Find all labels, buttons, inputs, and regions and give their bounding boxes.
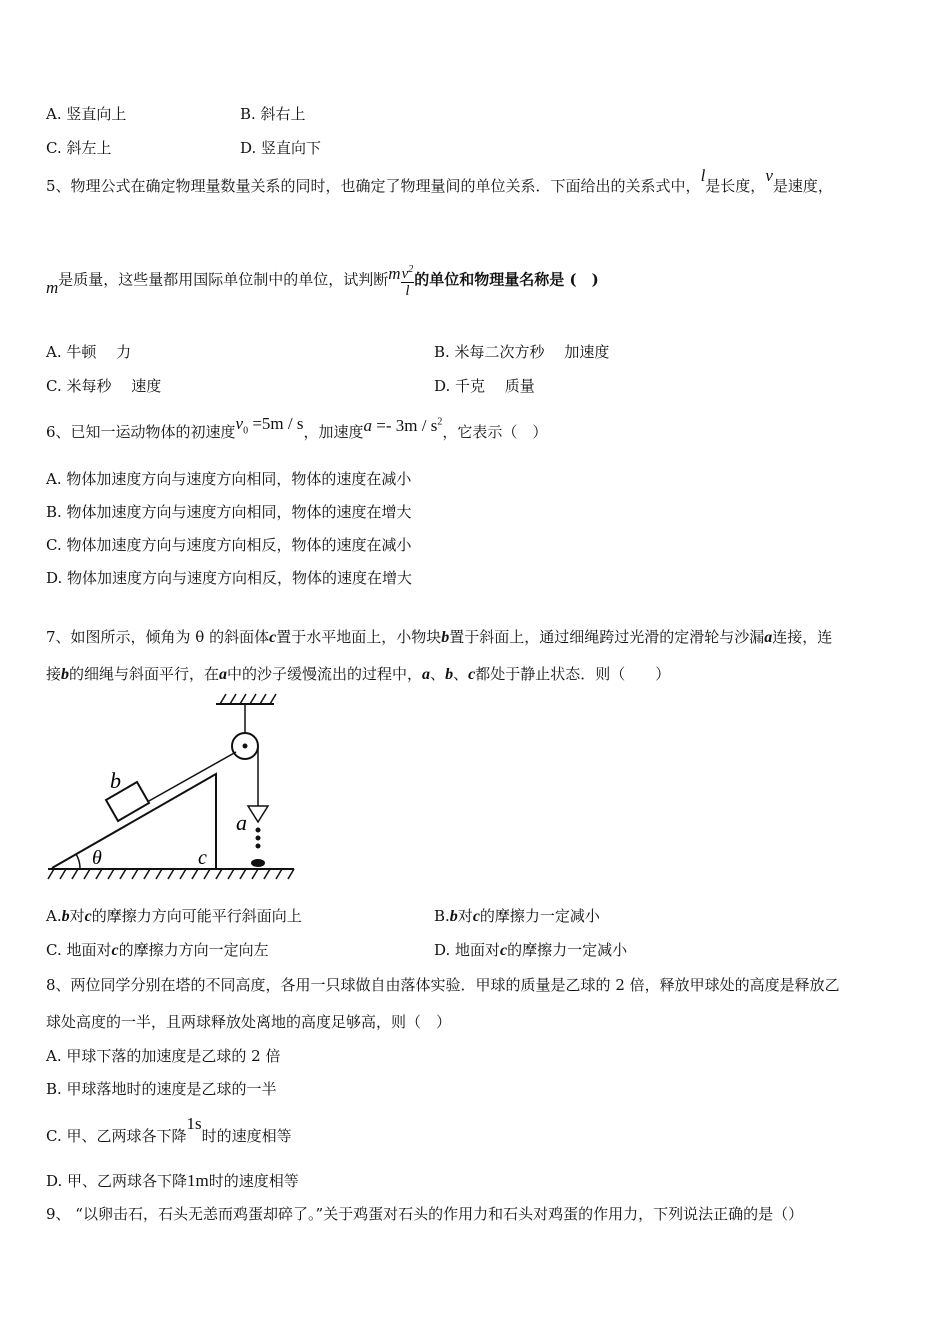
q6-option-c: C. 物体加速度方向与速度方向相反，物体的速度在减小	[46, 536, 412, 554]
q7-option-c: C. 地面对c的摩擦力方向一定向左	[46, 941, 269, 959]
var-m: m	[46, 277, 59, 297]
ground-hatch	[48, 869, 294, 879]
q8-option-d: D. 甲、乙两球各下降1m时的速度相等	[46, 1171, 299, 1190]
q8-stem-line1: 8、两位同学分别在塔的不同高度，各用一只球做自由落体实验．甲球的质量是乙球的 2 倍，释放甲球处的高度是释放乙	[46, 976, 840, 994]
sand-grain	[256, 844, 261, 849]
q7-option-a: A.b对c的摩擦力方向可能平行斜面向上	[46, 907, 302, 925]
q5-option-a: A. 牛顿 力	[46, 343, 132, 361]
q5-option-d: D. 千克 质量	[434, 377, 535, 395]
initial-velocity: $v_0 =5m / s$	[235, 414, 304, 437]
q7-option-d: D. 地面对c的摩擦力一定减小	[434, 941, 628, 959]
label-theta: θ	[92, 847, 102, 869]
q7-stem-line1: 7、如图所示，倾角为 θ 的斜面体c置于水平地面上，小物块b置于斜面上，通过细绳跨过光滑的定滑轮与沙漏a连接，连	[46, 628, 833, 646]
q8-option-b: B. 甲球落地时的速度是乙球的一半	[46, 1080, 277, 1098]
q6-stem: 6、已知一运动物体的初速度$v_0 =5m / s$，加速度$a =- 3m / s^2$，它表示（ ）	[46, 414, 548, 441]
q5-stem-line2: m是质量，这些量都用国际单位制中的单位，试判断m $\frac{v^2}{l}$ 的单位和物理量名称是 ( )	[46, 263, 599, 299]
q5-option-c: C. 米每秒 速度	[46, 377, 162, 395]
q5-option-b: B. 米每二次方秒 加速度	[434, 343, 610, 361]
q7-stem-line2: 接b的细绳与斜面平行，在a中的沙子缓慢流出的过程中，a、b、c都处于静止状态．则（ ）	[46, 665, 671, 683]
q4-option-d: D. 竖直向下	[240, 139, 322, 157]
var-l: l	[700, 166, 706, 185]
q5-stem-line1: 5、物理公式在确定物理量数量关系的同时，也确定了物理量间的单位关系．下面给出的关系式中，l是长度，v是速度，	[46, 166, 833, 195]
angle-arc	[76, 854, 80, 868]
pulley-axle	[243, 744, 248, 749]
acceleration: $a =- 3m / s^2$	[363, 416, 443, 435]
label-c: c	[198, 847, 207, 869]
q6-option-b: B. 物体加速度方向与速度方向相同，物体的速度在增大	[46, 503, 412, 521]
fraction-v2-over-l: $\frac{v^2}{l}$	[401, 264, 414, 299]
sand-funnel-a	[248, 806, 268, 822]
sand-pile	[251, 859, 265, 867]
sand-grain	[256, 836, 261, 841]
label-a: a	[236, 810, 247, 835]
q8-option-a: A. 甲球下落的加速度是乙球的 2 倍	[46, 1047, 281, 1065]
frac-m: m	[388, 263, 401, 283]
q4-option-a: A. 竖直向上	[46, 105, 127, 123]
q4-option-c: C. 斜左上	[46, 139, 112, 157]
ceiling-hatch	[220, 694, 276, 704]
incline-pulley-figure	[40, 688, 310, 888]
q7-option-b: B.b对c的摩擦力一定减小	[434, 907, 600, 925]
q6-option-d: D. 物体加速度方向与速度方向相反，物体的速度在增大	[46, 569, 413, 587]
q9-stem: 9、 “以卵击石，石头无恙而鸡蛋却碎了。”关于鸡蛋对石头的作用力和石头对鸡蛋的作用力，下列说法正确的是（）	[46, 1205, 804, 1223]
rope-incline	[140, 752, 236, 806]
q8-stem-line2: 球处高度的一半，且两球释放处离地的高度足够高，则（ ）	[46, 1013, 452, 1031]
label-b: b	[110, 768, 121, 793]
q6-option-a: A. 物体加速度方向与速度方向相同，物体的速度在减小	[46, 470, 412, 488]
q4-option-b: B. 斜右上	[240, 105, 306, 123]
q8-option-c: C. 甲、乙两球各下降1s时的速度相等	[46, 1114, 292, 1145]
sand-grain	[256, 828, 261, 833]
var-v: v	[765, 166, 773, 185]
